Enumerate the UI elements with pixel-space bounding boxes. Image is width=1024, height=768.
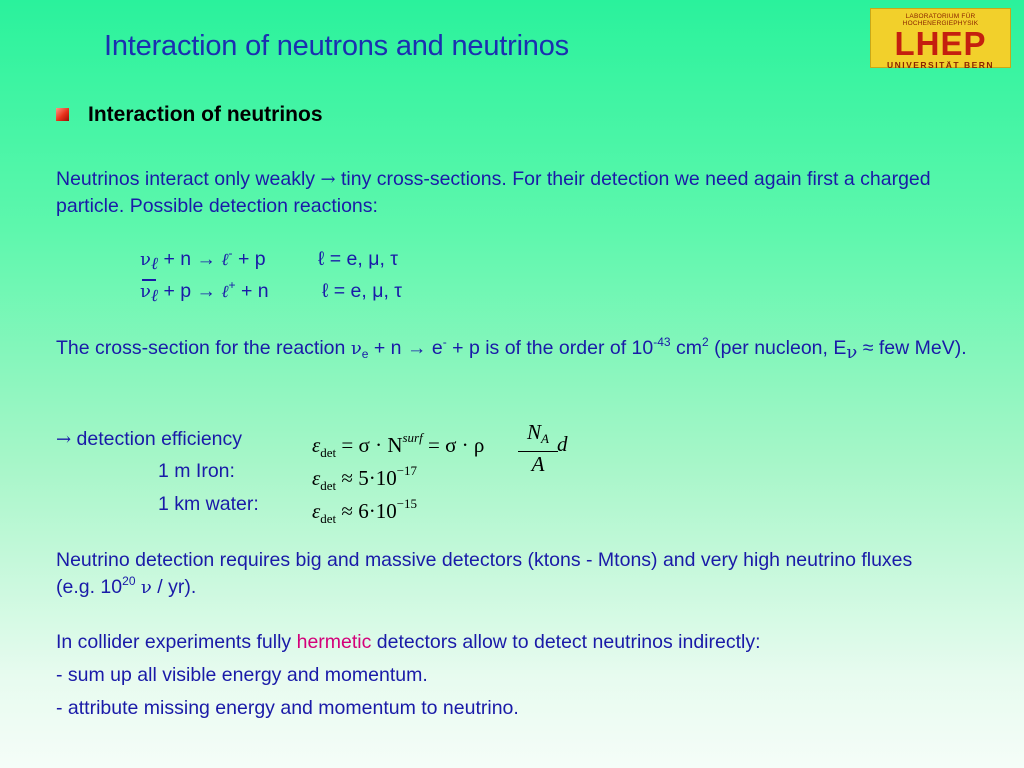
paragraph-detector-size: Neutrino detection requires big and massive detectors (ktons - Mtons) and very high neutrino fluxes (e.g. $10^{20}$ ν / yr). (56, 549, 913, 598)
arrow-icon: → (56, 429, 72, 450)
logo-bottom-text: UNIVERSITÄT BERN (886, 60, 995, 70)
reaction-2: $\nu_\ell + p$ → ℓ+ + n (140, 278, 269, 306)
bullet-square-icon (56, 108, 69, 121)
iron-efficiency-value: $\varepsilon_{det} \approx 5\cdot 10^{-17}$ (312, 463, 418, 493)
lhep-logo (870, 8, 1011, 68)
reaction-1: $\nu_\ell + n$ → ℓ- + p (140, 246, 266, 274)
reaction-1-condition: ℓ = e, μ, τ (318, 248, 398, 270)
reaction-2-condition: ℓ = e, μ, τ (322, 280, 402, 302)
paragraph-collider: In collider experiments fully hermetic detectors allow to detect neutrinos indirectly: (56, 631, 761, 653)
iron-label: 1 m Iron: (158, 460, 235, 482)
highlight-hermetic: hermetic (296, 631, 372, 653)
water-efficiency-value: $\varepsilon_{det} \approx 6\cdot 10^{-15}$ (312, 496, 418, 526)
list-item: - sum up all visible energy and momentum. (56, 664, 428, 686)
section-heading: Interaction of neutrinos (88, 103, 323, 126)
paragraph-weak-interaction: Neutrinos interact only weakly → tiny cross-sections. For their detection we need again first a charged particle. Possible detection reactions: (56, 168, 931, 217)
efficiency-label: → detection efficiency (56, 428, 243, 450)
water-label: 1 km water: (158, 493, 259, 515)
arrow-icon: → (320, 169, 336, 190)
logo-main-text: LHEP (894, 25, 987, 62)
efficiency-equation: $\varepsilon_{det} = \sigma \cdot N^{surf} = \sigma \cdot \rho$ (312, 430, 485, 460)
list-item: - attribute missing energy and momentum to neutrino. (56, 697, 519, 719)
paragraph-cross-section: The cross-section for the reaction $\nu_e + n \to e^- + p$ is of the order of $10^{-43}$ $cm^2$ (per nucleon, $E_\nu$ ≈ few MeV). (56, 335, 967, 363)
slide-title: Interaction of neutrons and neutrinos (104, 30, 569, 62)
thickness-variable: d (557, 432, 568, 456)
avogadro-fraction: $\frac{NA}{A}$ (518, 420, 558, 476)
logo-top-text: LABORATORIUM FÜR HOCHENERGIEPHYSIK (902, 13, 979, 27)
